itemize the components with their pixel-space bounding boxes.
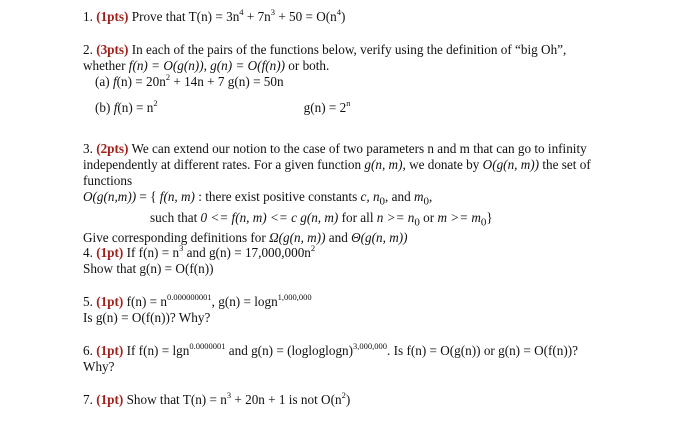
question-text: We can extend our notion to the case of two parameters n and m that can go to infinity bbox=[131, 141, 587, 156]
question-3-line-give bbox=[83, 230, 680, 246]
question-text: Give corresponding definitions for bbox=[83, 230, 270, 246]
question-7-line-1 bbox=[83, 392, 680, 408]
question-2-part-a bbox=[83, 74, 680, 90]
points-label: (2pts) bbox=[96, 141, 129, 156]
definition-line-2 bbox=[83, 210, 680, 231]
question-text: such that bbox=[150, 209, 201, 225]
question-text: or bbox=[419, 209, 438, 225]
math-expression: f bbox=[112, 74, 117, 89]
question-text: and g(n) = (logloglogn) bbox=[225, 343, 354, 358]
question-text: , and bbox=[385, 189, 414, 204]
question-text: : there exist positive constants bbox=[194, 189, 361, 204]
math-expression: g(n) = 2 bbox=[303, 100, 347, 115]
exponent: n bbox=[346, 98, 351, 108]
math-expression: f bbox=[113, 100, 118, 115]
question-5 bbox=[83, 294, 680, 326]
question-number: 4. bbox=[83, 245, 93, 260]
definition-line-1 bbox=[83, 189, 680, 210]
math-expression: Ω(g(n, m)) bbox=[269, 230, 326, 246]
exponent: 0.0000001 bbox=[189, 341, 226, 351]
question-text: . Is f(n) = O(g(n)) or g(n) = O(f(n))? bbox=[387, 343, 579, 358]
question-number: 2. bbox=[83, 42, 93, 57]
exponent: 2 bbox=[341, 390, 346, 400]
math-expression: 0 <= f(n, m) <= c g(n, m) bbox=[200, 209, 339, 225]
exponent: 1,000,000 bbox=[277, 292, 312, 302]
question-text: or both. bbox=[285, 58, 330, 73]
question-1-line bbox=[83, 9, 680, 25]
question-6 bbox=[83, 343, 680, 375]
question-3 bbox=[83, 141, 680, 246]
question-text: whether bbox=[83, 58, 129, 73]
exponent: 3,000,000 bbox=[353, 341, 388, 351]
subscript: 0 bbox=[379, 195, 386, 208]
question-2-line-1 bbox=[83, 42, 680, 58]
question-5-line-2: Is g(n) = O(f(n))? Why? bbox=[83, 310, 211, 325]
question-text: , bbox=[429, 189, 433, 204]
question-6-line-2: Why? bbox=[83, 359, 115, 374]
subscript: 0 bbox=[423, 195, 430, 208]
question-text: f(n) = n bbox=[126, 294, 167, 309]
question-text: ) bbox=[341, 9, 346, 24]
math-expression: m >= m bbox=[437, 209, 481, 225]
math-expression: = { bbox=[136, 189, 160, 204]
question-text: and bbox=[325, 230, 352, 246]
question-3-line-2 bbox=[83, 157, 680, 173]
question-text: Show that T(n) = n bbox=[126, 392, 227, 407]
math-expression: O(g(n, m)) bbox=[482, 157, 540, 172]
points-label: (1pts) bbox=[96, 9, 129, 24]
question-text: If f(n) = n bbox=[126, 245, 180, 260]
question-2-line-2 bbox=[83, 58, 680, 74]
question-text: Prove that T(n) = 3n bbox=[131, 9, 240, 24]
subscript: 0 bbox=[480, 216, 487, 229]
math-expression: (n) = 20n bbox=[116, 74, 166, 89]
question-1 bbox=[83, 9, 680, 25]
exponent: 3 bbox=[179, 243, 184, 253]
question-text: + 7n bbox=[243, 9, 271, 24]
math-expression: O(g(n,m)) bbox=[83, 189, 137, 204]
exponent: 0.000000001 bbox=[167, 292, 212, 302]
math-expression: Θ(g(n, m)) bbox=[351, 230, 408, 246]
math-expression: f(n, m) bbox=[159, 189, 195, 204]
question-7 bbox=[83, 392, 680, 408]
question-number: 7. bbox=[83, 392, 93, 407]
exponent: 3 bbox=[226, 390, 232, 400]
exponent: 2 bbox=[153, 98, 158, 108]
math-expression: n >= n bbox=[376, 209, 415, 225]
question-text: If f(n) = lgn bbox=[126, 343, 190, 358]
subscript: 0 bbox=[414, 216, 420, 229]
exponent: 2 bbox=[165, 72, 171, 82]
math-expression: f(n) = O(g(n)), g(n) = O(f(n)) bbox=[128, 58, 285, 73]
math-expression: } bbox=[486, 209, 493, 225]
question-text: , g(n) = logn bbox=[211, 294, 278, 309]
question-text: In each of the pairs of the functions below, verify using the definition of “big Oh”, bbox=[131, 42, 567, 57]
exponent: 2 bbox=[310, 243, 316, 253]
points-label: (1pt) bbox=[96, 343, 124, 358]
question-3-line-3: functions bbox=[83, 173, 133, 188]
question-text: and g(n) = 17,000,000n bbox=[183, 245, 311, 260]
exponent: 4 bbox=[336, 7, 342, 17]
question-2-part-b bbox=[83, 100, 680, 116]
question-number: 5. bbox=[83, 294, 93, 309]
question-text: , we donate by bbox=[402, 157, 483, 172]
question-number: 3. bbox=[83, 141, 93, 156]
points-label: (1pt) bbox=[96, 392, 124, 407]
math-expression: c, n bbox=[360, 189, 380, 204]
question-4-line-1 bbox=[83, 245, 680, 261]
question-number: 6. bbox=[83, 343, 93, 358]
exponent: 4 bbox=[239, 7, 244, 17]
part-label: (a) bbox=[95, 74, 113, 89]
question-6-line-1 bbox=[83, 343, 680, 359]
question-5-line-1 bbox=[83, 294, 680, 310]
part-label: (b) bbox=[95, 100, 114, 115]
question-text: ) bbox=[345, 392, 351, 407]
points-label: (1pt) bbox=[96, 245, 124, 260]
points-label: (1pt) bbox=[96, 294, 124, 309]
points-label: (3pts) bbox=[96, 42, 129, 57]
math-expression: + 14n + 7 g(n) = 50n bbox=[170, 74, 284, 89]
question-text: independently at different rates. For a given function bbox=[83, 157, 365, 172]
math-expression: m bbox=[413, 189, 424, 204]
question-text: + 50 = O(n bbox=[275, 9, 337, 24]
question-4 bbox=[83, 245, 680, 277]
math-expression: g(n, m) bbox=[364, 157, 403, 172]
math-expression: (n) = n bbox=[117, 100, 154, 115]
question-3-line-1 bbox=[83, 141, 680, 157]
question-number: 1. bbox=[83, 9, 93, 24]
question-text: + 20n + 1 is not O(n bbox=[231, 392, 342, 407]
exponent: 3 bbox=[270, 7, 276, 17]
question-4-line-2: Show that g(n) = O(f(n)) bbox=[83, 261, 214, 276]
question-text: for all bbox=[338, 209, 377, 225]
question-text: the set of bbox=[539, 157, 591, 172]
question-2 bbox=[83, 42, 680, 116]
